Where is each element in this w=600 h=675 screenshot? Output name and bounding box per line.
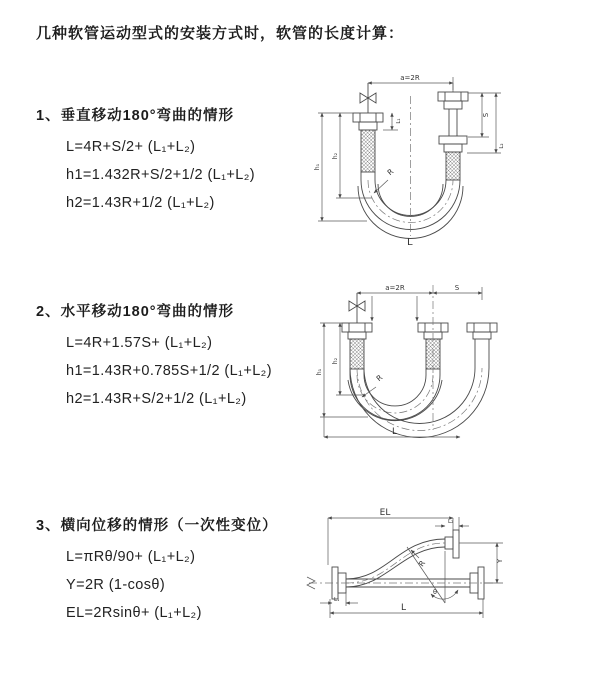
dimension-width [357,284,482,300]
braided-cuff-left [361,130,375,172]
section-1-heading: 1、垂直移动180°弯曲的情形 [36,108,235,124]
dimension-stroke [467,93,505,153]
dimension-radius [374,167,395,193]
section-horizontal-bend [36,300,272,413]
braided-cuff-left [350,339,364,369]
dimension-offset [459,543,504,583]
dim-label-h2: h₂ [332,152,339,160]
left-flange [353,113,383,130]
left-flange [342,323,372,339]
formula-line: h1=1.432R+S/2+1/2 (L₁+L₂) [66,167,256,183]
dim-label-h2: h₂ [332,357,339,365]
formula-line: h1=1.43R+0.785S+1/2 (L₁+L₂) [66,363,272,379]
section-2-heading: 2、水平移动180°弯曲的情形 [36,304,235,320]
formula-line: h2=1.43R+1/2 (L₁+L₂) [66,195,215,211]
formula-line: L=4R+1.57S+ (L₁+L₂) [66,335,213,351]
dim-label-h1: h₁ [316,368,323,376]
dimension-width [368,74,453,90]
section-3-heading: 3、横向位移的情形（一次性变位） [36,518,278,534]
dim-label-r: R [374,372,385,384]
dim-label-l1: L₁ [334,597,340,603]
formula-line: L=πRθ/90+ (L₁+L₂) [66,549,196,565]
hose-curves [307,539,495,589]
right-flange [467,323,497,339]
dimension-fitting-right [435,517,469,533]
upper-flange [445,530,459,558]
dimension-fitting-left [320,593,358,606]
dim-label-l: L [392,427,398,437]
section-vertical-bend [36,104,255,217]
dim-label-l1: L₁ [396,118,402,124]
dimension-fitting-left [383,113,402,130]
diagram-lateral-displacement [295,503,600,638]
dim-label-theta: θ [433,588,437,596]
dim-label-s: S [482,112,490,118]
dim-label-l2: L₂ [448,519,454,525]
dimension-length [330,599,483,618]
dim-label-l2: L₂ [499,143,505,149]
dim-label-y: Y [496,558,504,564]
fitting-ticks [372,296,417,321]
document-title: 几种软管运动型式的安装方式时，软管的长度计算： [36,25,405,42]
dim-label-r: R [385,166,396,178]
hose-bends [348,285,489,438]
dim-label-r: R [416,558,428,569]
valve-icon [360,83,376,113]
formula-line: L=4R+S/2+ (L₁+L₂) [66,139,196,155]
dim-label-l: L [407,237,413,248]
dim-label-a2r: a=2R [385,284,405,292]
formula-line: h2=1.43R+S/2+1/2 (L₁+L₂) [66,391,247,407]
valve-icon [349,293,365,323]
dim-label-h1: h₁ [314,163,321,171]
diagram-vertical-bend [310,68,600,268]
diagram-horizontal-bend [310,280,600,452]
dim-label-l: L [401,603,407,613]
construction-lines [407,547,458,603]
dim-label-s: S [454,284,460,292]
dimension-extended-length [328,508,453,565]
section-lateral-displacement [36,514,278,627]
braided-cuff-right [446,152,460,180]
dim-label-a2r: a=2R [400,74,420,82]
formula-line: Y=2R (1-cosθ) [66,577,166,593]
formula-line: EL=2Rsinθ+ (L₁+L₂) [66,605,202,621]
dim-label-el: EL [379,508,391,518]
right-pipe [438,83,468,152]
